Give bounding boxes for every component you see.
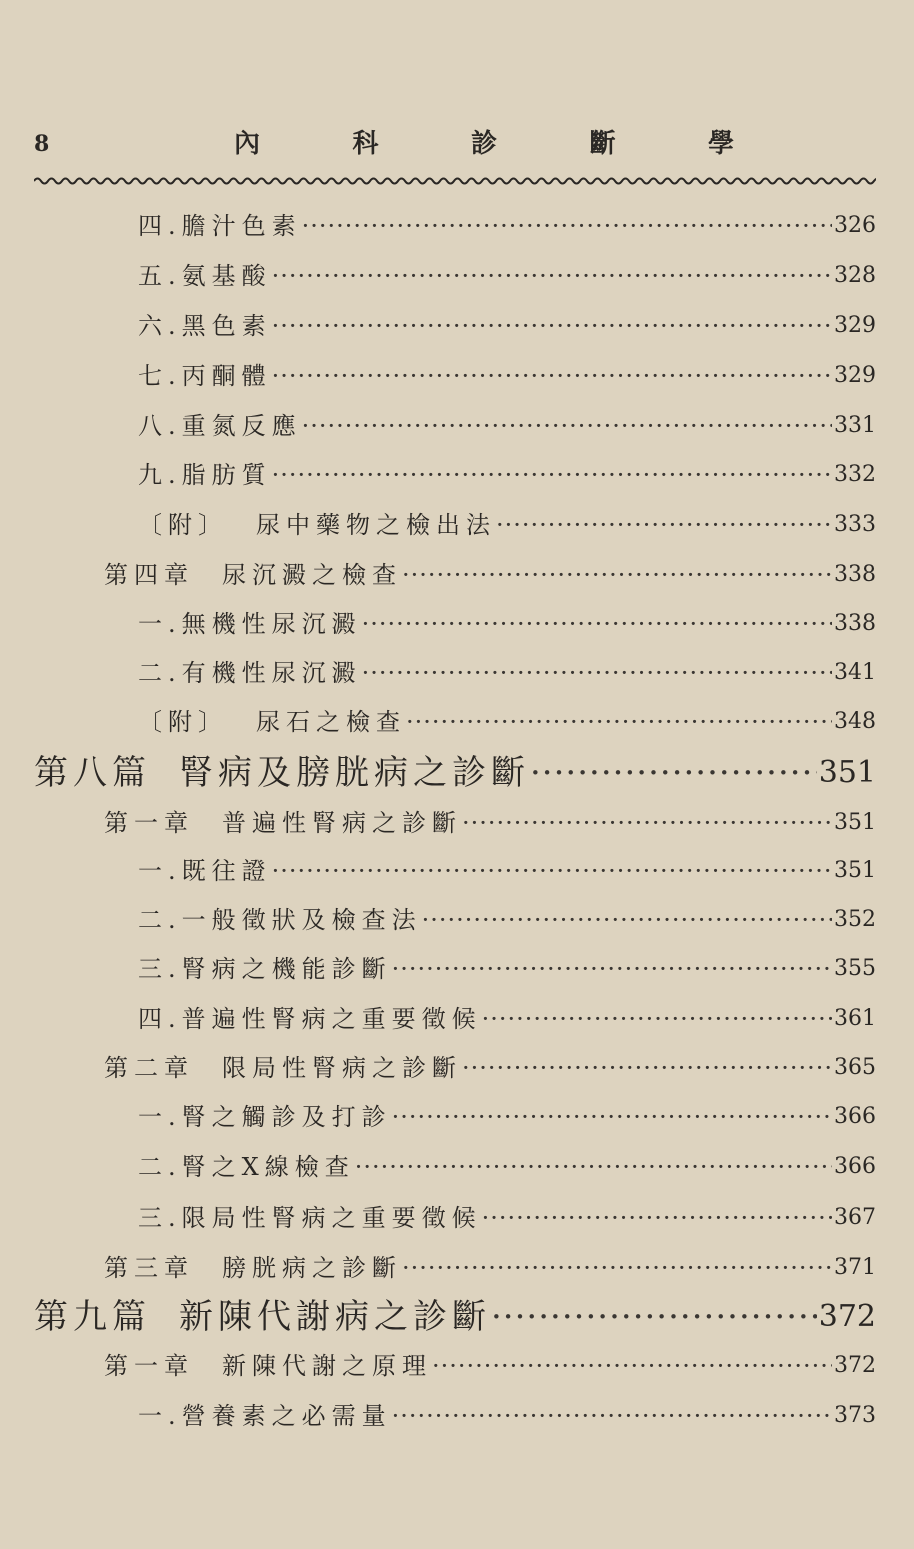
toc-page-number: 338 <box>834 562 876 587</box>
title-char: 內 <box>234 129 261 159</box>
dot-leader <box>302 408 832 444</box>
toc-entry <box>138 308 876 344</box>
wavy-rule-divider <box>34 174 876 188</box>
toc-entry <box>138 1398 876 1434</box>
toc-page-number: 352 <box>834 907 876 932</box>
toc-entry <box>138 258 876 294</box>
dot-leader <box>530 748 817 798</box>
toc-entry <box>138 853 876 889</box>
toc-entry <box>104 805 876 841</box>
toc-page-number: 366 <box>834 1104 876 1129</box>
toc-entry-label: 第一章 <box>104 809 194 837</box>
dot-leader <box>496 507 832 543</box>
toc-page-number: 365 <box>834 1055 876 1080</box>
toc-entry <box>138 358 876 394</box>
toc-entry <box>104 1348 876 1384</box>
title-char: 斷 <box>589 129 616 159</box>
dot-leader <box>362 655 832 691</box>
toc-page-number: 326 <box>834 213 876 238</box>
toc-entry-label: 〔附〕 <box>138 708 228 736</box>
toc-entry <box>104 1050 876 1086</box>
dot-leader <box>402 1250 832 1286</box>
toc-page-number: 348 <box>834 709 876 734</box>
dot-leader <box>422 902 832 938</box>
toc-page-number: 332 <box>834 462 876 487</box>
dot-leader <box>272 457 832 493</box>
toc-entry <box>104 1250 876 1286</box>
dot-leader <box>432 1348 832 1384</box>
toc-entry-label: 六.黑色素 <box>138 312 272 340</box>
dot-leader <box>302 208 832 244</box>
dot-leader <box>272 358 832 394</box>
dot-leader <box>462 1050 832 1086</box>
toc-entry-label: 第四章 <box>104 561 194 589</box>
toc-entry-title: 尿中藥物之檢出法 <box>256 511 496 539</box>
toc-page-number: 338 <box>834 611 876 636</box>
toc-page-number: 351 <box>834 810 876 835</box>
toc-entry-label: 一.腎之觸診及打診 <box>138 1103 392 1131</box>
toc-page-number: 333 <box>834 512 876 537</box>
toc-entry-label: 第九篇 <box>34 1297 151 1337</box>
toc-page-number: 372 <box>834 1353 876 1378</box>
page-number: 8 <box>34 131 50 157</box>
toc-entry-label: 三.腎病之機能診斷 <box>138 955 392 983</box>
dot-leader <box>355 1149 832 1185</box>
toc-entry-label: 第八篇 <box>34 753 151 793</box>
toc-entry <box>138 655 876 691</box>
toc-page-number: 366 <box>834 1154 876 1179</box>
title-char: 學 <box>707 129 734 159</box>
toc-entry-label: 〔附〕 <box>138 511 228 539</box>
toc-entry-title: 新陳代謝之原理 <box>222 1352 432 1380</box>
dot-leader <box>482 1200 832 1236</box>
toc-entry-label: 第一章 <box>104 1352 194 1380</box>
toc-entry-label: 二.腎之X線檢查 <box>138 1153 355 1181</box>
toc-page-number: 355 <box>834 956 876 981</box>
toc-entry <box>138 1149 876 1185</box>
toc-entry-label: 第二章 <box>104 1054 194 1082</box>
toc-entry <box>138 606 876 642</box>
dot-leader <box>462 805 832 841</box>
toc-page-number: 331 <box>834 413 876 438</box>
title-char: 診 <box>470 129 497 159</box>
toc-entry <box>138 902 876 938</box>
toc-entry-label: 三.限局性腎病之重要徵候 <box>138 1204 482 1232</box>
toc-entry-title: 尿石之檢查 <box>256 708 406 736</box>
toc-entry <box>138 704 876 740</box>
dot-leader <box>272 258 832 294</box>
toc-page-number: 329 <box>834 313 876 338</box>
toc-entry <box>138 408 876 444</box>
toc-entry-title: 限局性腎病之診斷 <box>222 1054 462 1082</box>
dot-leader <box>272 853 832 889</box>
toc-entry-label: 一.無機性尿沉澱 <box>138 610 362 638</box>
toc-entry <box>138 951 876 987</box>
dot-leader <box>491 1292 817 1342</box>
toc-entry <box>138 457 876 493</box>
toc-page-number: 328 <box>834 263 876 288</box>
dot-leader <box>392 951 832 987</box>
toc-page-number: 361 <box>834 1006 876 1031</box>
toc-entry <box>104 557 876 593</box>
toc-entry-label: 一.營養素之必需量 <box>138 1402 392 1430</box>
book-title <box>234 128 734 160</box>
toc-entry-label: 一.既往證 <box>138 857 272 885</box>
toc-entry-label: 九.脂肪質 <box>138 461 272 489</box>
toc-entry <box>138 208 876 244</box>
toc-entry <box>138 1001 876 1037</box>
toc-entry-label: 四.膽汁色素 <box>138 212 302 240</box>
dot-leader <box>272 308 832 344</box>
toc-entry-title: 新陳代謝病之診斷 <box>179 1297 491 1337</box>
toc-entry-title: 尿沉澱之檢查 <box>222 561 402 589</box>
toc-entry <box>138 1200 876 1236</box>
toc-page-number: 373 <box>834 1403 876 1428</box>
toc-entry-label: 第三章 <box>104 1254 194 1282</box>
toc-entry-label: 二.有機性尿沉澱 <box>138 659 362 687</box>
toc-entry-label: 四.普遍性腎病之重要徵候 <box>138 1005 482 1033</box>
toc-entry <box>34 1292 876 1342</box>
toc-page-number: 351 <box>818 755 876 790</box>
dot-leader <box>362 606 832 642</box>
toc-entry-label: 七.丙酮體 <box>138 362 272 390</box>
toc-entry <box>34 748 876 798</box>
toc-entry-title: 膀胱病之診斷 <box>222 1254 402 1282</box>
toc-page-number: 329 <box>834 363 876 388</box>
dot-leader <box>402 557 832 593</box>
dot-leader <box>392 1398 832 1434</box>
title-char: 科 <box>352 129 379 159</box>
toc-entry-label: 五.氨基酸 <box>138 262 272 290</box>
running-header <box>34 128 874 164</box>
toc-entry-label: 二.一般徵狀及檢查法 <box>138 906 422 934</box>
toc-entry-title: 普遍性腎病之診斷 <box>222 809 462 837</box>
dot-leader <box>482 1001 832 1037</box>
toc-page-number: 372 <box>818 1299 876 1334</box>
toc-page-number: 341 <box>834 660 876 685</box>
dot-leader <box>406 704 832 740</box>
toc-entry-title: 腎病及膀胱病之診斷 <box>179 753 530 793</box>
toc-page-number: 371 <box>834 1255 876 1280</box>
toc-page-number: 367 <box>834 1205 876 1230</box>
toc-page-number: 351 <box>834 858 876 883</box>
dot-leader <box>392 1099 832 1135</box>
toc-entry <box>138 1099 876 1135</box>
toc-entry-label: 八.重氮反應 <box>138 412 302 440</box>
toc-entry <box>138 507 876 543</box>
